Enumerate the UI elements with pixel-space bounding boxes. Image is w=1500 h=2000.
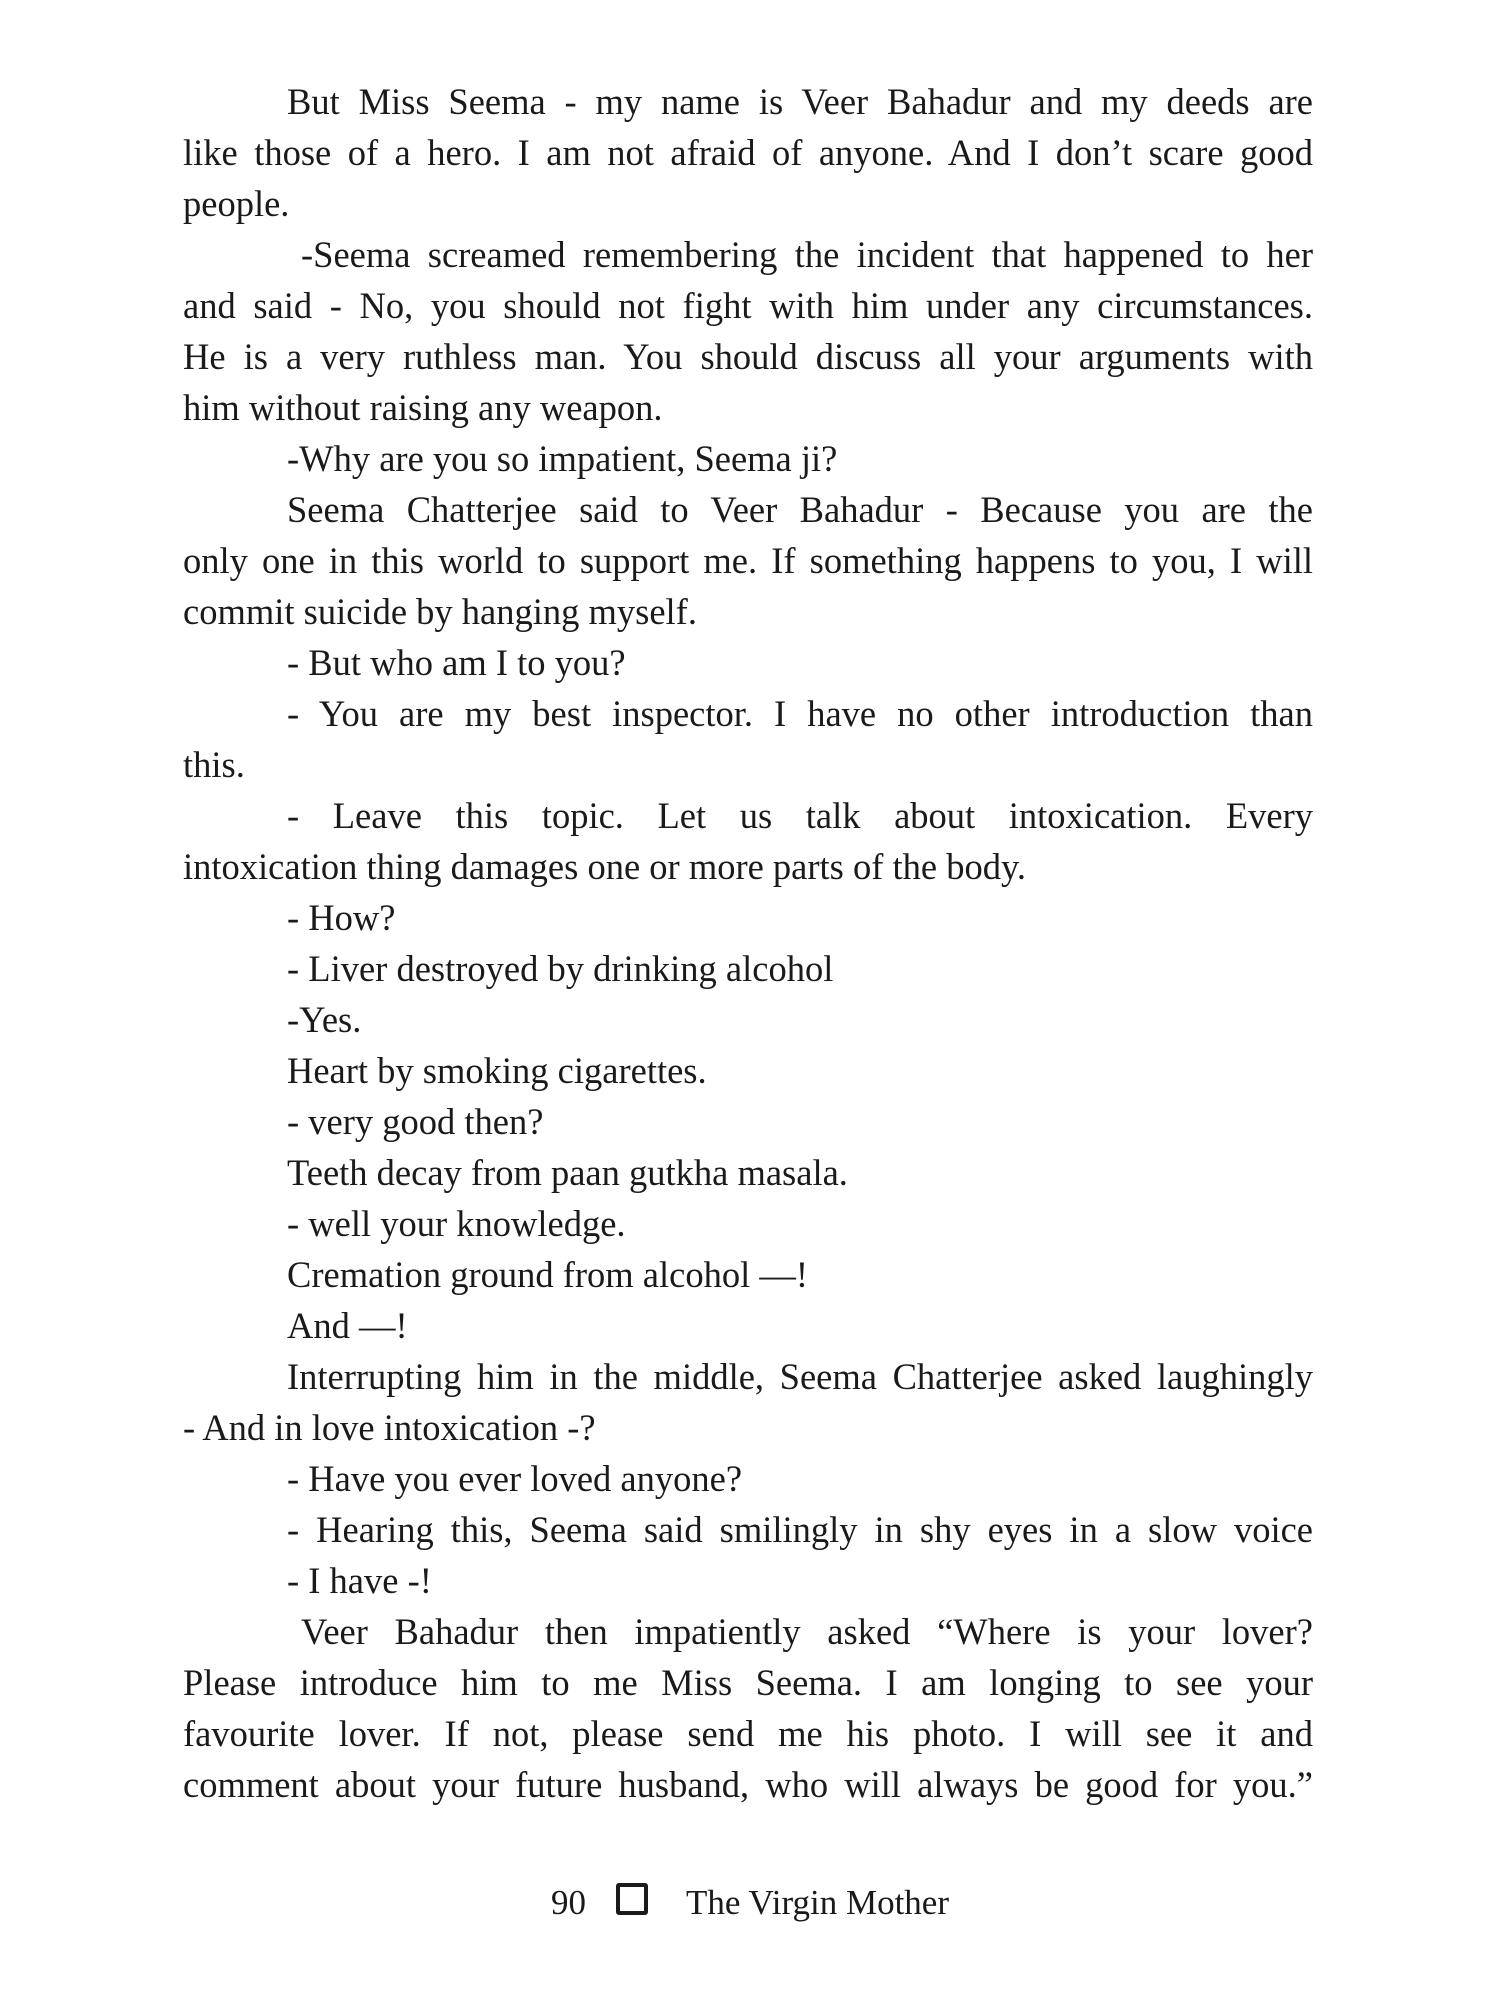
text-line: Please introduce him to me Miss Seema. I am longing to see your xyxy=(183,1662,1313,1703)
text-line: - How? xyxy=(287,897,396,938)
text-line: -Seema screamed remembering the incident that happened to her xyxy=(301,234,1313,275)
page-body xyxy=(183,76,1313,1810)
text-line: - Leave this topic. Let us talk about intoxication. Every xyxy=(287,795,1313,836)
text-line: He is a very ruthless man. You should discuss all your arguments with xyxy=(183,336,1313,377)
text-line: - But who am I to you? xyxy=(287,642,626,683)
text-line: Interrupting him in the middle, Seema Chatterjee asked laughingly xyxy=(287,1356,1313,1397)
book-title: The Virgin Mother xyxy=(686,1882,949,1922)
text-line: And —! xyxy=(287,1305,408,1346)
text-line: favourite lover. If not, please send me his photo. I will see it and xyxy=(183,1713,1313,1754)
text-line: -Yes. xyxy=(287,999,362,1040)
text-line: intoxication thing damages one or more parts of the body. xyxy=(183,846,1027,887)
text-line: - Hearing this, Seema said smilingly in shy eyes in a slow voice xyxy=(287,1509,1313,1550)
text-line: Heart by smoking cigarettes. xyxy=(287,1050,707,1091)
text-line: only one in this world to support me. If something happens to you, I will xyxy=(183,540,1313,581)
text-line: - very good then? xyxy=(287,1101,544,1142)
text-line: people. xyxy=(183,183,290,224)
text-line: Seema Chatterjee said to Veer Bahadur - Because you are the xyxy=(287,489,1313,530)
text-line: Cremation ground from alcohol —! xyxy=(287,1254,809,1295)
text-line: like those of a hero. I am not afraid of anyone. And I don’t scare good xyxy=(183,132,1313,173)
text-line: - Have you ever loved anyone? xyxy=(287,1458,743,1499)
page-footer xyxy=(0,1877,1500,1926)
page-number: 90 xyxy=(551,1882,587,1922)
text-line: - well your knowledge. xyxy=(287,1203,626,1244)
text-line: Teeth decay from paan gutkha masala. xyxy=(287,1152,848,1193)
text-line: -Why are you so impatient, Seema ji? xyxy=(287,438,838,479)
text-line: Veer Bahadur then impatiently asked “Where is your lover? xyxy=(301,1611,1313,1652)
text-line: and said - No, you should not fight with him under any circumstances. xyxy=(183,285,1313,326)
square-box-icon xyxy=(616,1883,648,1915)
text-line: - Liver destroyed by drinking alcohol xyxy=(287,948,834,989)
text-line: comment about your future husband, who will always be good for you.” xyxy=(183,1764,1313,1805)
text-line: But Miss Seema - my name is Veer Bahadur and my deeds are xyxy=(287,81,1313,122)
text-line: commit suicide by hanging myself. xyxy=(183,591,697,632)
text-line: him without raising any weapon. xyxy=(183,387,663,428)
text-line: - You are my best inspector. I have no other introduction than xyxy=(287,693,1313,734)
text-line: this. xyxy=(183,744,245,785)
text-line: - I have -! xyxy=(287,1560,432,1601)
text-line: - And in love intoxication -? xyxy=(183,1407,596,1448)
